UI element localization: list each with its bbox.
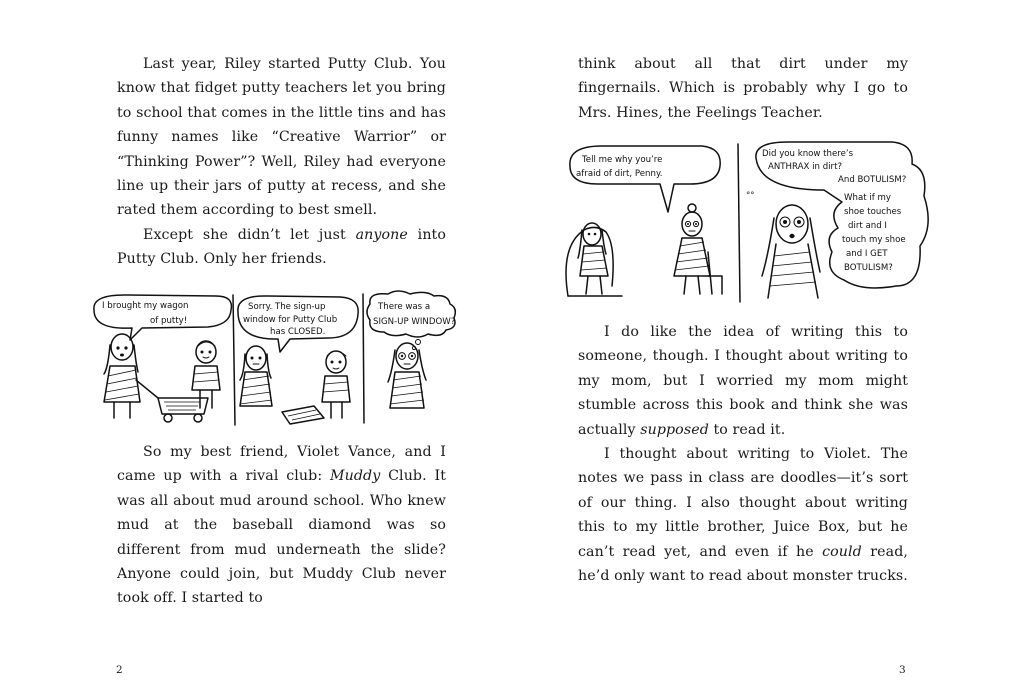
penny-bubble-line-9: BOTULISM? bbox=[844, 263, 893, 273]
bubble-1-line-2: of putty! bbox=[150, 316, 188, 326]
page-number-right: 3 bbox=[899, 664, 906, 676]
penny-bubble-line-1: Did you know there’s bbox=[762, 149, 854, 159]
paragraph-violet bbox=[578, 442, 908, 588]
teacher-bubble-line-1: Tell me why you’re bbox=[582, 155, 663, 165]
text-span: Except she didn’t let just bbox=[143, 226, 356, 243]
text-span: read, he’d only want to read about monster trucks. bbox=[578, 543, 908, 585]
text-span: I thought about writing to Violet. The notes we pass in class are doodles—it’s sort of our thing. I also thought about writing this to my little brother, Juice Box, but he can’t read yet, and even if he bbox=[578, 446, 908, 560]
worry-marks: °° bbox=[746, 191, 755, 201]
paragraph-text: think about all that dirt under my fingernails. Which is probably why I go to Mrs. Hines, the Feelings Teacher. bbox=[578, 56, 908, 121]
penny-figure-panel-3 bbox=[388, 343, 426, 408]
penny-bubble-line-3: And BOTULISM? bbox=[838, 175, 907, 185]
comic-strip-drawing bbox=[88, 290, 478, 430]
bubble-2-line-1: Sorry. The sign-up bbox=[248, 302, 326, 312]
emphasis-anyone: anyone bbox=[355, 226, 408, 243]
paragraph-continued bbox=[578, 52, 908, 125]
bubble-1-line-1: I brought my wagon bbox=[102, 301, 189, 311]
right-page bbox=[512, 0, 1024, 683]
penny-worried-figure bbox=[746, 191, 820, 298]
penny-bubble-line-4: What if my bbox=[844, 193, 891, 203]
bubble-3-line-2: SIGN-UP WINDOW? bbox=[373, 317, 456, 327]
paragraph-text: Last year, Riley started Putty Club. You know that fidget putty teachers let you bring to school that comes in the little tins and has funny names like “Creative Warrior” or “Thinking Power”? Well, Riley had everyone line up their jars of putty at recess, and she rated them according to best smell. bbox=[117, 56, 446, 219]
teacher-bubble-line-2: afraid of dirt, Penny. bbox=[576, 169, 663, 179]
emphasis-supposed: supposed bbox=[640, 421, 709, 438]
paragraph-putty-club bbox=[117, 52, 446, 223]
right-page-bottom-text bbox=[578, 320, 908, 588]
text-span: Club. It was all about mud around school. Who knew mud at the baseball diamond was so different from mud underneath the slide? Anyone could join, but Muddy Club never took off. I started to bbox=[117, 468, 446, 607]
text-span: into Putty Club. Only her friends. bbox=[117, 226, 447, 268]
paragraph-writing-to-someone bbox=[578, 320, 908, 442]
putty-tray bbox=[282, 406, 324, 424]
page-number-left: 2 bbox=[116, 664, 123, 676]
thought-bubble-3 bbox=[367, 291, 455, 337]
penny-bubble-line-6: dirt and I bbox=[848, 221, 887, 231]
penny-bubble-line-2: ANTHRAX in dirt? bbox=[768, 162, 843, 172]
left-page-bottom-text bbox=[117, 440, 446, 611]
penny-figure-panel-2 bbox=[240, 346, 272, 406]
bubble-3-line-1: There was a bbox=[378, 302, 431, 312]
girl-with-wagon-figure bbox=[104, 334, 158, 418]
text-span: I do like the idea of writing this to someone, though. I thought about writing to my mom, but I worried my mom might stumble across this book and think she was actually bbox=[578, 324, 908, 438]
riley-figure-2 bbox=[322, 351, 350, 418]
emphasis-muddy: Muddy bbox=[329, 468, 381, 485]
bubble-2-line-2: window for Putty Club bbox=[243, 315, 338, 325]
mrs-hines-figure bbox=[674, 204, 722, 294]
paragraph-except bbox=[117, 223, 446, 272]
bubble-2-line-3: has CLOSED. bbox=[270, 327, 326, 337]
left-page-top-text bbox=[117, 52, 446, 272]
paragraph-muddy-club bbox=[117, 440, 446, 611]
feelings-teacher-comic bbox=[562, 136, 942, 306]
penny-bubble-line-7: touch my shoe bbox=[842, 235, 906, 245]
putty-club-comic bbox=[88, 290, 478, 430]
text-span: So my best friend, Violet Vance, and I came up with a rival club: bbox=[117, 444, 446, 485]
emphasis-could: could bbox=[822, 543, 862, 560]
text-span: to read it. bbox=[708, 421, 786, 438]
penny-bubble-line-5: shoe touches bbox=[844, 207, 902, 217]
right-page-top-text bbox=[578, 52, 908, 125]
penny-in-armchair bbox=[566, 223, 622, 296]
comic-strip-drawing bbox=[562, 136, 942, 306]
penny-bubble-line-8: and I GET bbox=[846, 249, 888, 259]
